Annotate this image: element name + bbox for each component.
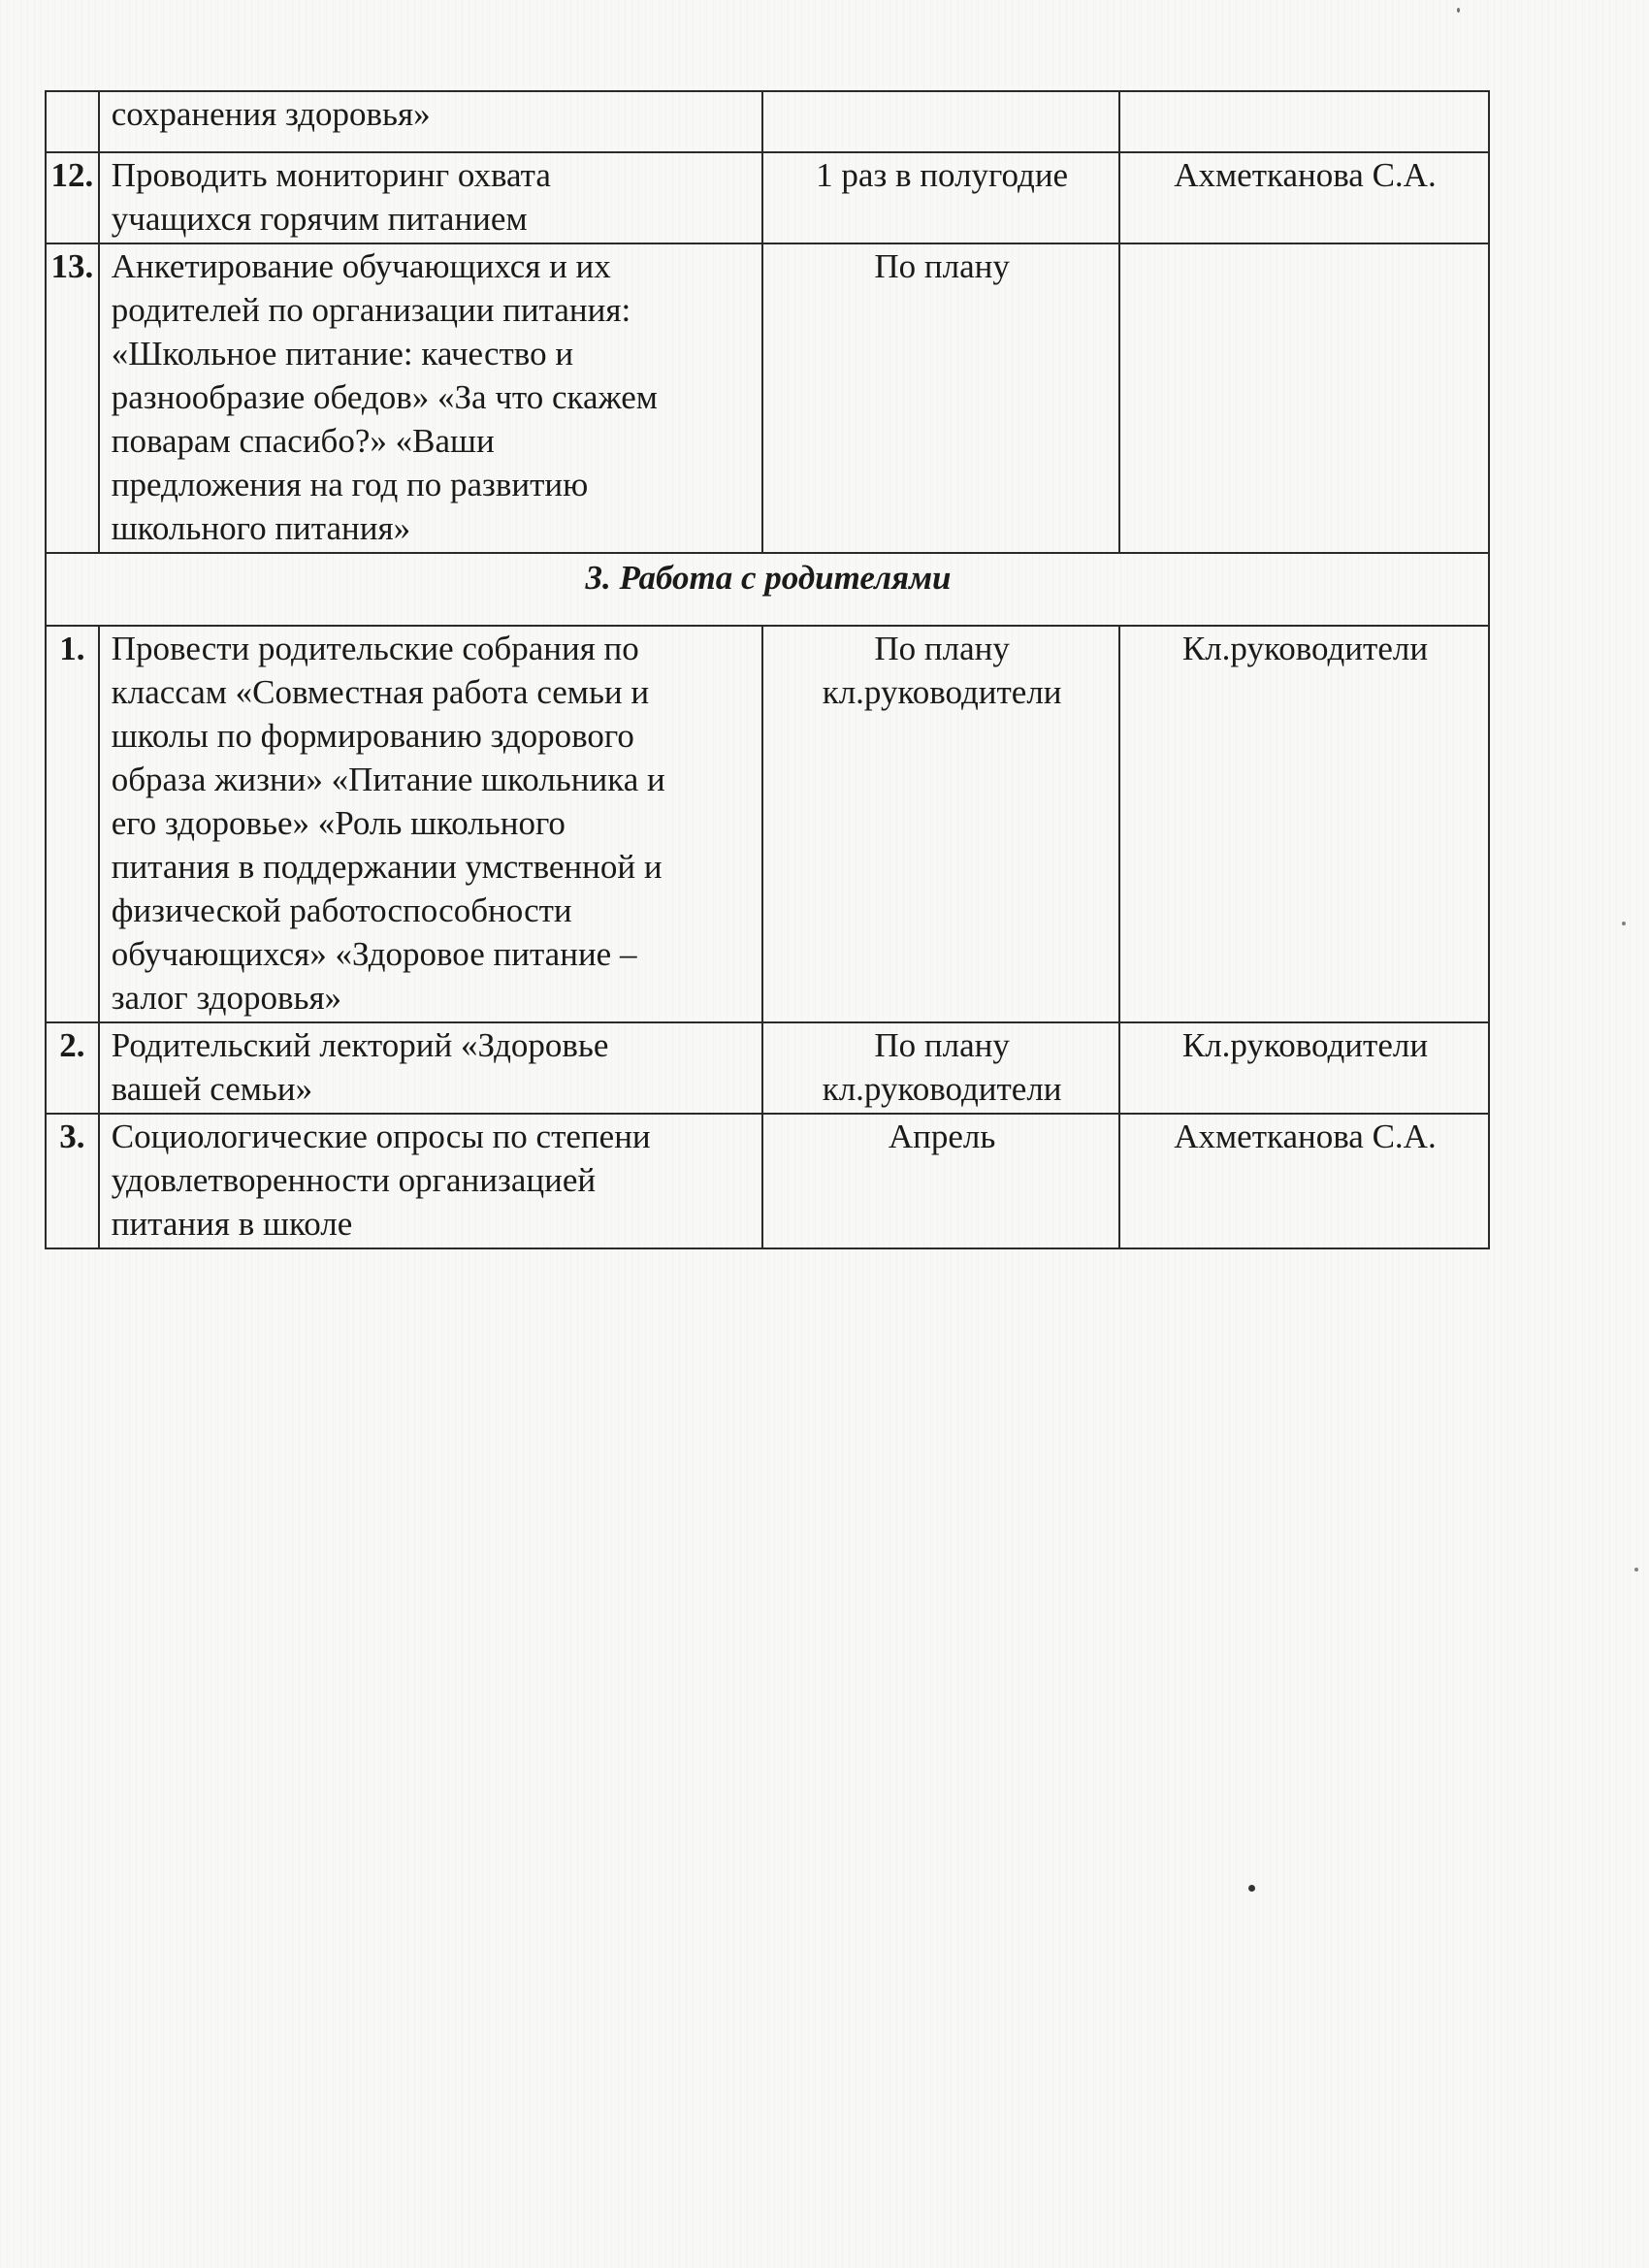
row-task: сохранения здоровья» bbox=[99, 91, 763, 152]
row-number: 3. bbox=[46, 1114, 99, 1248]
row-date: По плану кл.руководители bbox=[762, 626, 1119, 1022]
scan-speck bbox=[1634, 1568, 1638, 1571]
row-responsible: Ахметканова С.А. bbox=[1119, 152, 1489, 243]
row-responsible bbox=[1119, 243, 1489, 553]
row-number bbox=[46, 91, 99, 152]
table-row bbox=[46, 243, 1489, 553]
row-date: По плану bbox=[762, 243, 1119, 553]
row-date: По плану кл.руководители bbox=[762, 1022, 1119, 1114]
table-row bbox=[46, 91, 1489, 152]
row-responsible: Кл.руководители bbox=[1119, 1022, 1489, 1114]
row-responsible bbox=[1119, 91, 1489, 152]
row-number: 2. bbox=[46, 1022, 99, 1114]
row-date bbox=[762, 91, 1119, 152]
section-title: 3. Работа с родителями bbox=[46, 553, 1489, 626]
row-number: 12. bbox=[46, 152, 99, 243]
scan-speck bbox=[1457, 8, 1460, 13]
section-row bbox=[46, 553, 1489, 626]
row-task: Родительский лекторий «Здоровье вашей семьи» bbox=[99, 1022, 763, 1114]
scan-speck bbox=[1622, 922, 1626, 925]
row-date: 1 раз в полугодие bbox=[762, 152, 1119, 243]
row-number: 1. bbox=[46, 626, 99, 1022]
row-task: Социологические опросы по степени удовлетворенности организацией питания в школе bbox=[99, 1114, 763, 1248]
row-number: 13. bbox=[46, 243, 99, 553]
row-task: Анкетирование обучающихся и их родителей по организации питания: «Школьное питание: качество и разнообразие обедов» «За что скажем поварам спасибо?» «Ваши предложения на год по развитию школьного питания» bbox=[99, 243, 763, 553]
plan-table bbox=[45, 90, 1490, 1249]
row-task: Провести родительские собрания по классам «Совместная работа семьи и школы по формированию здорового образа жизни» «Питание школьника и его здоровье» «Роль школьного питания в поддержании умственной и физической работоспособности обучающихся» «Здоровое питание – залог здоровья» bbox=[99, 626, 763, 1022]
table-row bbox=[46, 1114, 1489, 1248]
row-responsible: Ахметканова С.А. bbox=[1119, 1114, 1489, 1248]
row-responsible: Кл.руководители bbox=[1119, 626, 1489, 1022]
row-date: Апрель bbox=[762, 1114, 1119, 1248]
row-task: Проводить мониторинг охвата учащихся горячим питанием bbox=[99, 152, 763, 243]
scan-speck bbox=[1248, 1885, 1255, 1892]
table-row bbox=[46, 626, 1489, 1022]
table-row bbox=[46, 1022, 1489, 1114]
table-row bbox=[46, 152, 1489, 243]
